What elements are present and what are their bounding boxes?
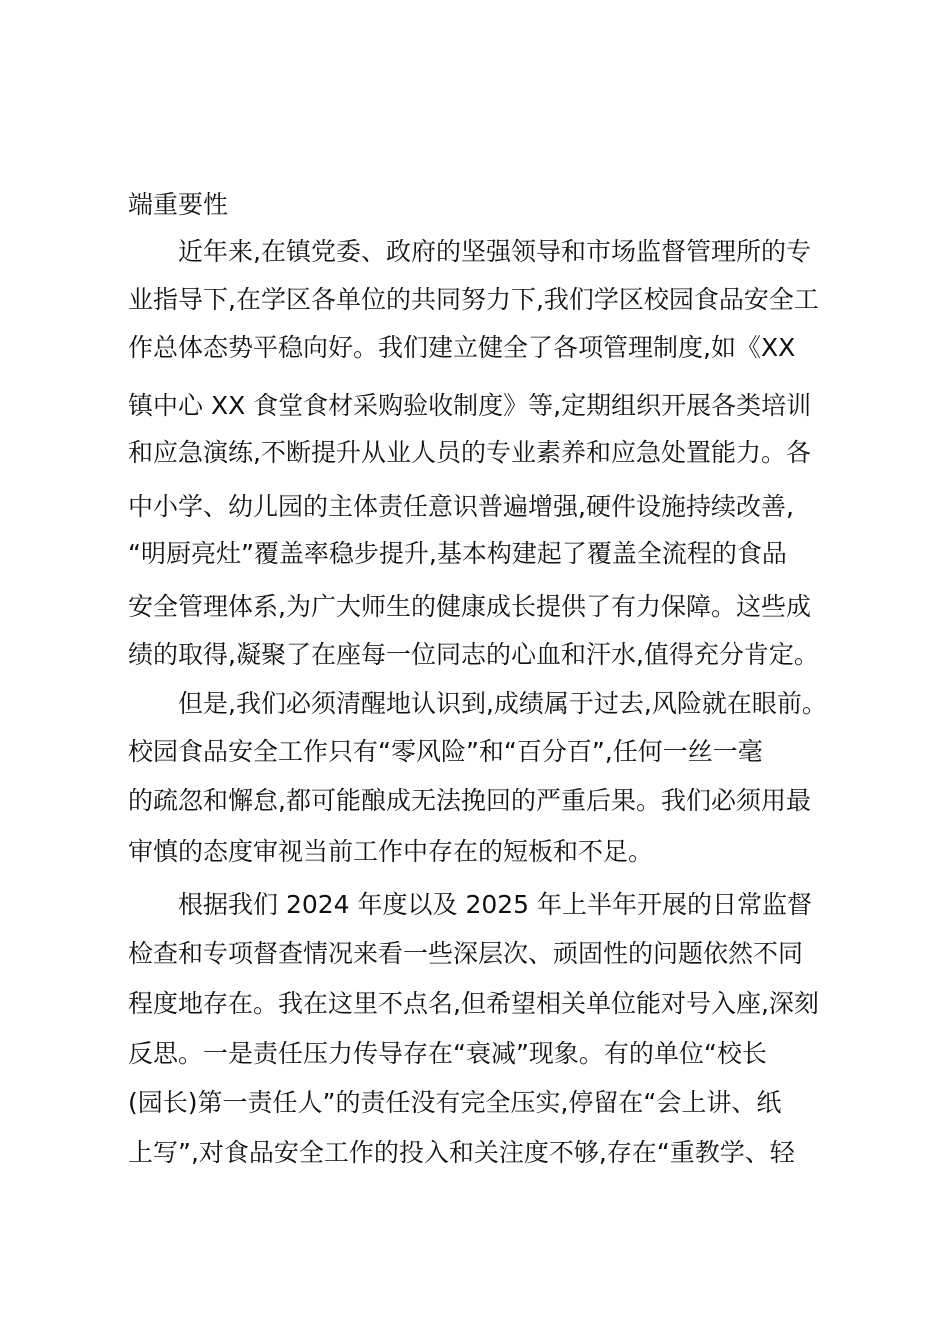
- text-line-20: 上写”,对食品安全工作的投入和关注度不够,存在“重教学、轻: [128, 1138, 795, 1167]
- text-line-7: 中小学、幼儿园的主体责任意识普遍增强,硬件设施持续改善,: [128, 492, 794, 521]
- text-line-1: 端重要性: [128, 190, 229, 219]
- text-line-11: 但是,我们必须清醒地认识到,成绩属于过去,风险就在眼前。: [178, 689, 827, 718]
- text-line-16: 检查和专项督查情况来看一些深层次、顽固性的问题依然不同: [128, 939, 804, 968]
- text-line-4: 作总体态势平稳向好。我们建立健全了各项管理制度,如《XX: [128, 333, 796, 362]
- text-line-17: 程度地存在。我在这里不点名,但希望相关单位能对号入座,深刻: [128, 989, 819, 1018]
- text-line-9: 安全管理体系,为广大师生的健康成长提供了有力保障。这些成: [128, 592, 811, 621]
- text-line-19: (园长)第一责任人”的责任没有完全压实,停留在“会上讲、纸: [128, 1088, 782, 1117]
- text-line-8: “明厨亮灶”覆盖率稳步提升,基本构建起了覆盖全流程的食品: [128, 539, 787, 568]
- text-line-18: 反思。一是责任压力传导存在“衰减”现象。有的单位“校长: [128, 1039, 767, 1068]
- text-line-6: 和应急演练,不断提升从业人员的专业素养和应急处置能力。各: [128, 438, 811, 467]
- text-line-15: 根据我们 2024 年度以及 2025 年上半年开展的日常监督: [178, 890, 813, 919]
- text-line-12: 校园食品安全工作只有“零风险”和“百分百”,任何一丝一毫: [128, 737, 763, 766]
- text-line-3: 业指导下,在学区各单位的共同努力下,我们学区校园食品安全工: [128, 285, 819, 314]
- text-line-2: 近年来,在镇党委、政府的坚强领导和市场监督管理所的专: [178, 237, 811, 266]
- text-line-5: 镇中心 XX 食堂食材采购验收制度》等,定期组织开展各类培训: [128, 391, 812, 420]
- text-line-13: 的疏忽和懈怠,都可能酿成无法挽回的严重后果。我们必须用最: [128, 786, 811, 815]
- text-line-10: 绩的取得,凝聚了在座每一位同志的心血和汗水,值得充分肯定。: [128, 640, 819, 669]
- text-line-14: 审慎的态度审视当前工作中存在的短板和不足。: [128, 837, 654, 866]
